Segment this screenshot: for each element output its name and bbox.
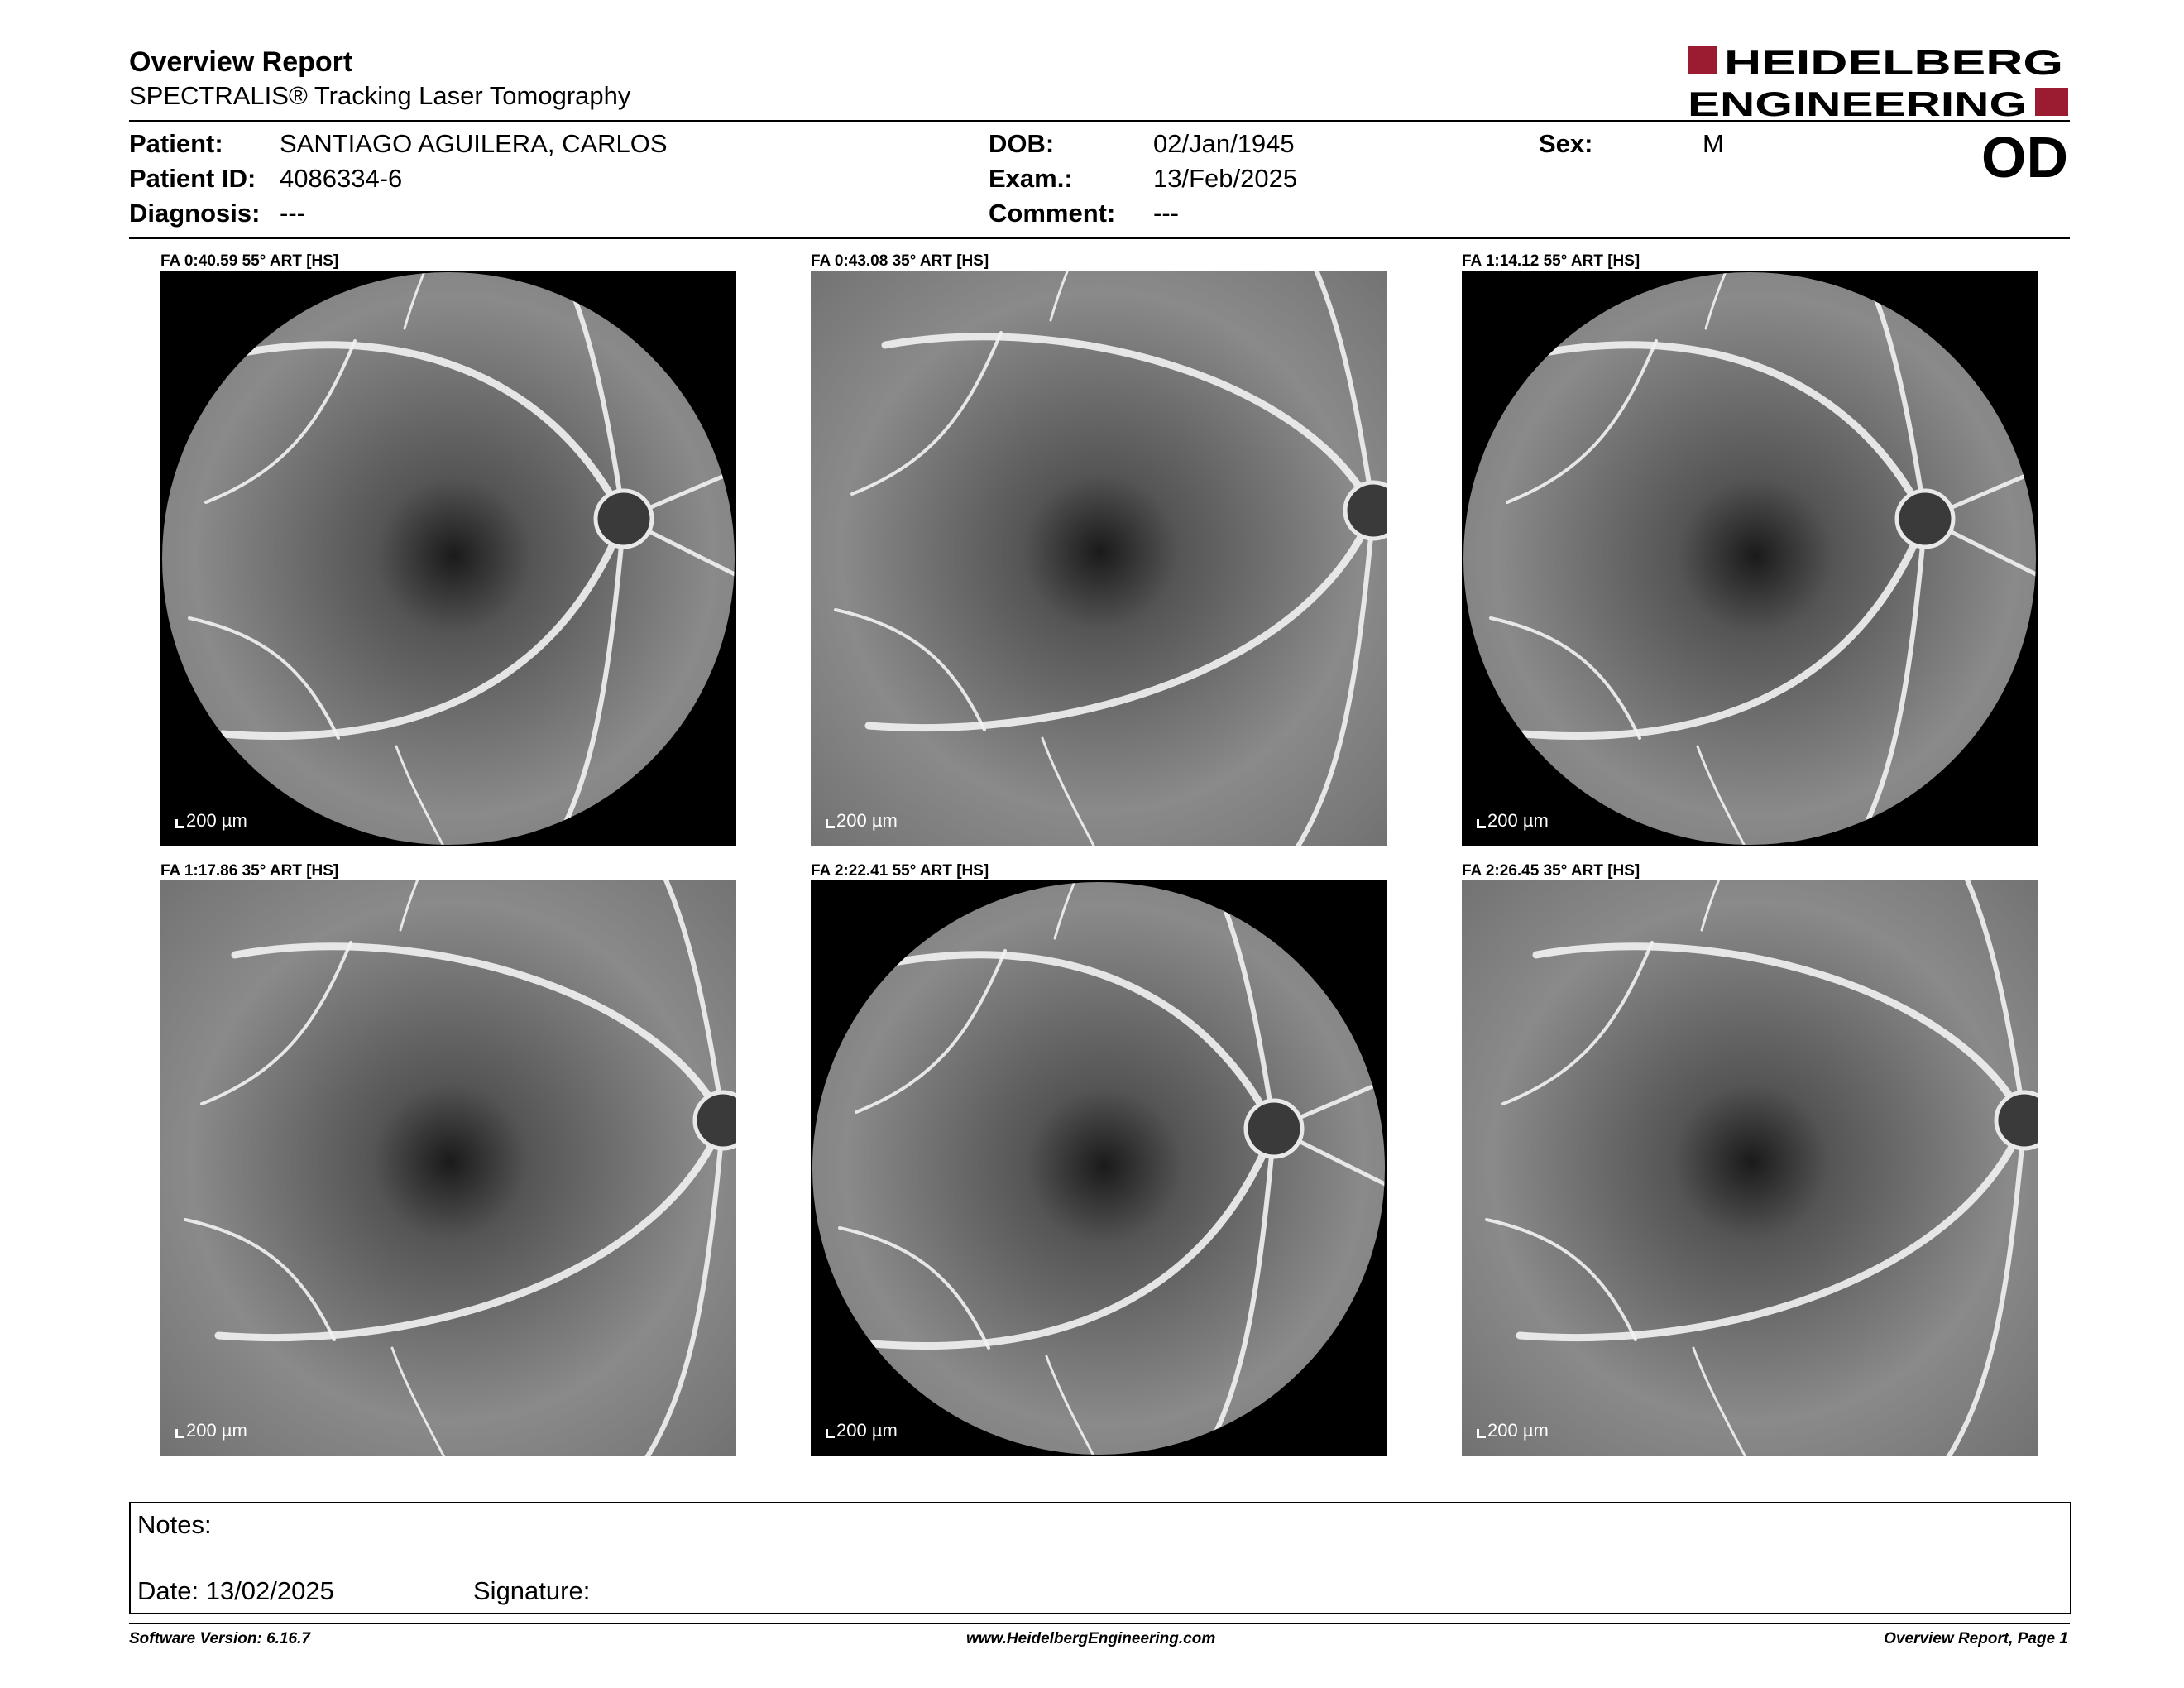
angiogram-image — [160, 880, 736, 1456]
svg-text:HEIDELBERG: HEIDELBERG — [1724, 43, 2063, 82]
scale-tick-icon — [1477, 819, 1486, 828]
scale-tick-icon — [826, 1429, 835, 1438]
exam-value: 13/Feb/2025 — [1153, 164, 1298, 193]
scale-label: 200 µm — [186, 810, 247, 831]
angiogram-image — [811, 271, 1387, 846]
scale-tick-icon — [175, 819, 184, 828]
angiogram-image — [160, 271, 736, 846]
report-title: Overview Report — [129, 46, 353, 78]
scale-tick-icon — [1477, 1429, 1486, 1438]
patient-id-label: Patient ID: — [129, 164, 256, 193]
fundus-angiogram-graphic — [160, 880, 736, 1456]
notes-box — [129, 1502, 2071, 1614]
fundus-angiogram-graphic — [1462, 271, 2038, 846]
fundus-angiogram-graphic — [811, 880, 1387, 1456]
scale-label: 200 µm — [836, 1420, 898, 1441]
patient-id: 4086334-6 — [280, 164, 403, 193]
scale-bar — [826, 810, 898, 832]
scale-label: 200 µm — [186, 1420, 247, 1441]
diagnosis-label: Diagnosis: — [129, 199, 261, 228]
scale-label: 200 µm — [1487, 810, 1549, 831]
svg-text:ENGINEERING: ENGINEERING — [1688, 84, 2027, 119]
sex-value: M — [1703, 129, 1724, 158]
fundus-angiogram-graphic — [811, 271, 1387, 846]
heidelberg-logo — [1688, 43, 2068, 119]
angiogram-image — [811, 880, 1387, 1456]
scale-tick-icon — [175, 1429, 184, 1438]
image-caption: FA 0:43.08 35° ART [HS] — [811, 252, 989, 270]
fundus-angiogram-graphic — [160, 271, 736, 846]
scale-bar — [175, 810, 247, 832]
notes-label: Notes: — [137, 1510, 212, 1539]
page-number: Overview Report, Page 1 — [1884, 1630, 2068, 1647]
scale-bar — [1477, 810, 1549, 832]
footer-rule — [129, 1623, 2070, 1624]
dob-label: DOB: — [989, 129, 1055, 158]
angiogram-image — [1462, 271, 2038, 846]
date-label: Date: 13/02/2025 — [137, 1576, 334, 1605]
website-link[interactable]: www.HeidelbergEngineering.com — [966, 1630, 1216, 1647]
scale-label: 200 µm — [836, 810, 898, 831]
image-caption: FA 1:17.86 35° ART [HS] — [160, 862, 339, 880]
patient-label: Patient: — [129, 129, 223, 158]
exam-label: Exam.: — [989, 164, 1073, 193]
fundus-angiogram-graphic — [1462, 880, 2038, 1456]
header-rule — [129, 120, 2070, 122]
scale-bar — [175, 1420, 247, 1441]
image-caption: FA 2:26.45 35° ART [HS] — [1462, 862, 1640, 880]
sex-label: Sex: — [1539, 129, 1593, 158]
patient-info-rule — [129, 237, 2070, 239]
report-subtitle: SPECTRALIS® Tracking Laser Tomography — [129, 81, 631, 110]
scale-bar — [1477, 1420, 1549, 1441]
signature-label: Signature: — [473, 1576, 591, 1605]
patient-name: SANTIAGO AGUILERA, CARLOS — [280, 129, 668, 158]
dob-value: 02/Jan/1945 — [1153, 129, 1295, 158]
scale-bar — [826, 1420, 898, 1441]
scale-tick-icon — [826, 819, 835, 828]
image-caption: FA 2:22.41 55° ART [HS] — [811, 862, 989, 880]
image-caption: FA 1:14.12 55° ART [HS] — [1462, 252, 1640, 270]
eye-indicator: OD — [1981, 125, 2068, 189]
comment-label: Comment: — [989, 199, 1116, 228]
software-version: Software Version: 6.16.7 — [129, 1630, 310, 1647]
scale-label: 200 µm — [1487, 1420, 1549, 1441]
angiogram-image — [1462, 880, 2038, 1456]
comment-value: --- — [1153, 199, 1179, 228]
diagnosis-value: --- — [280, 199, 305, 228]
image-caption: FA 0:40.59 55° ART [HS] — [160, 252, 339, 270]
